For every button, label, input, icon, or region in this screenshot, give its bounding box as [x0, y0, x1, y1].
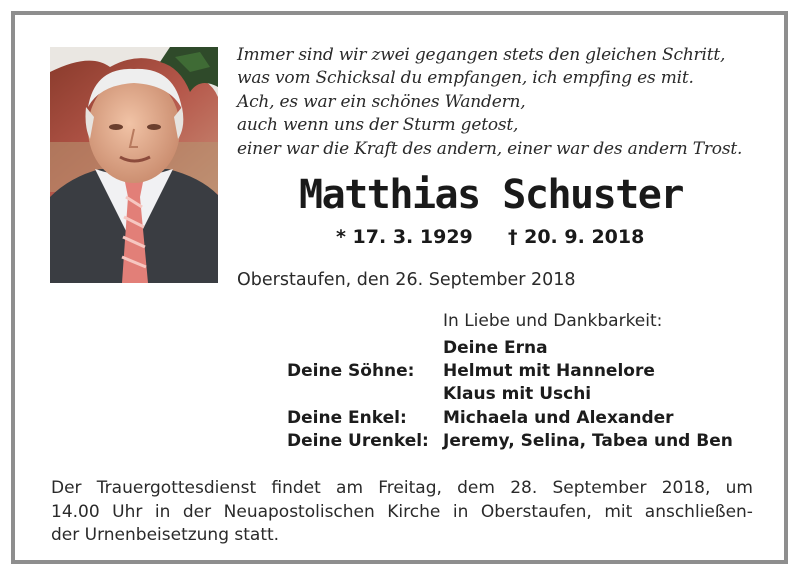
- family-list: [284, 337, 774, 453]
- family-row: [284, 360, 774, 383]
- service-line: Der Trauergottesdienst findet am Freitag, dem 28. September 2018, um: [51, 478, 753, 498]
- family-name: Michaela und Alexander: [443, 407, 674, 428]
- family-row: [284, 407, 774, 430]
- poem-line: auch wenn uns der Sturm getost,: [237, 115, 519, 136]
- family-label: Deine Söhne:: [287, 361, 415, 382]
- service-line: 14.00 Uhr in der Neuapostolischen Kirche in Oberstaufen, mit anschließen-: [51, 501, 753, 522]
- deceased-name: Matthias Schuster: [299, 172, 683, 218]
- thanks-line: In Liebe und Dankbarkeit:: [443, 311, 663, 331]
- family-label: Deine Urenkel:: [287, 430, 429, 451]
- family-row: [284, 430, 774, 453]
- family-name: Helmut mit Hannelore: [443, 361, 655, 382]
- family-row: [284, 383, 774, 406]
- death-date: † 20. 9. 2018: [508, 226, 645, 248]
- family-name: Deine Erna: [443, 338, 548, 358]
- poem: [237, 44, 777, 161]
- family-label: Deine Enkel:: [287, 407, 407, 428]
- family-name: Jeremy, Selina, Tabea und Ben: [443, 430, 733, 451]
- service-info: [51, 477, 753, 548]
- poem-line: Immer sind wir zwei gegangen stets den gleichen Schritt,: [237, 45, 726, 65]
- family-row: [284, 337, 774, 360]
- birth-date: * 17. 3. 1929: [336, 226, 473, 248]
- place-date: Oberstaufen, den 26. September 2018: [237, 270, 576, 290]
- poem-line: einer war die Kraft des andern, einer war des andern Trost.: [237, 138, 743, 159]
- service-line: der Urnenbeisetzung statt.: [51, 525, 280, 545]
- portrait-photo: [50, 47, 218, 283]
- family-name: Klaus mit Uschi: [443, 384, 592, 405]
- poem-line: was vom Schicksal du empfangen, ich empfing es mit.: [237, 68, 694, 89]
- poem-line: Ach, es war ein schönes Wandern,: [237, 91, 526, 112]
